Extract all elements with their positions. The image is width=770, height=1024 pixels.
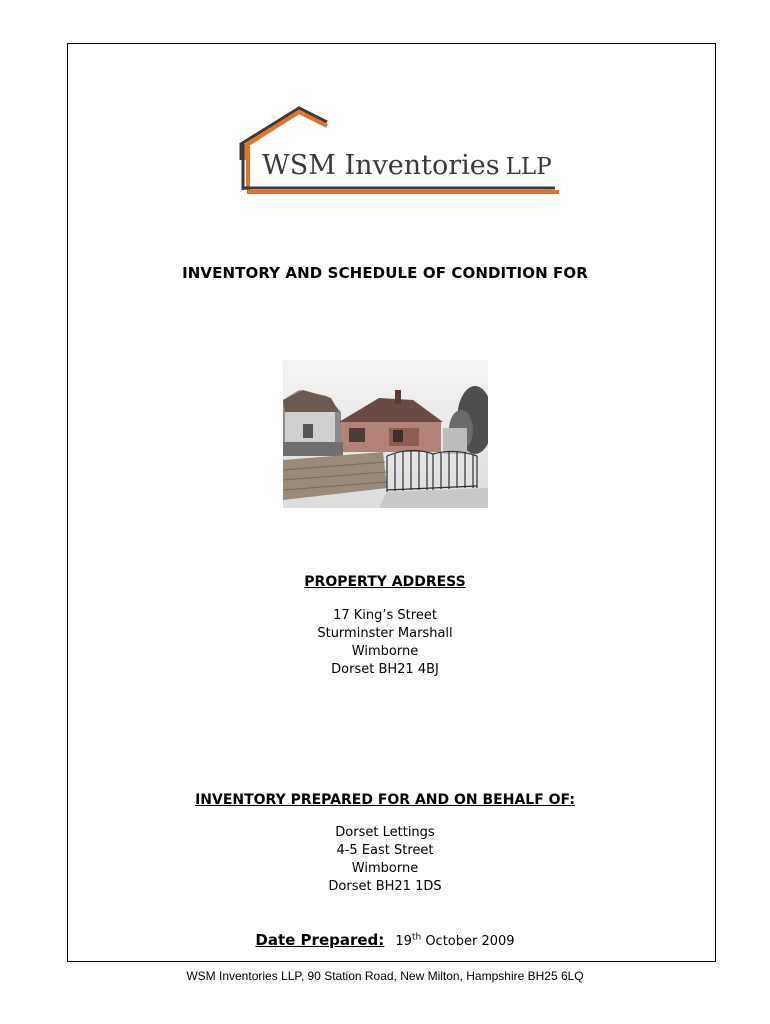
prepared-for-address bbox=[0, 824, 770, 896]
date-label: Date Prepared: bbox=[255, 931, 385, 949]
property-address-line: 17 King’s Street bbox=[333, 608, 437, 623]
document-title: INVENTORY AND SCHEDULE OF CONDITION FOR bbox=[182, 264, 588, 282]
logo-company-name: WSM Inventories bbox=[262, 150, 500, 181]
logo-wordmark bbox=[262, 150, 552, 181]
logo-suffix: LLP bbox=[505, 154, 552, 180]
prepared-for-line: Dorset Lettings bbox=[335, 825, 435, 840]
property-address-line: Sturminster Marshall bbox=[317, 626, 453, 641]
date-ordinal: th bbox=[411, 932, 422, 943]
date-rest: October 2009 bbox=[425, 934, 515, 949]
property-address-heading: PROPERTY ADDRESS bbox=[304, 574, 466, 590]
footer-address: WSM Inventories LLP, 90 Station Road, New Milton, Hampshire BH25 6LQ bbox=[186, 969, 584, 983]
property-address-line: Wimborne bbox=[351, 644, 419, 659]
date-value bbox=[395, 934, 514, 949]
prepared-for-line: Wimborne bbox=[351, 861, 419, 876]
property-address-line: Dorset BH21 4BJ bbox=[331, 662, 439, 677]
prepared-for-line: Dorset BH21 1DS bbox=[328, 879, 442, 894]
property-address bbox=[0, 607, 770, 679]
prepared-for-line: 4-5 East Street bbox=[336, 843, 434, 858]
date-prepared bbox=[0, 930, 770, 949]
prepared-for-heading: INVENTORY PREPARED FOR AND ON BEHALF OF: bbox=[195, 792, 575, 808]
house-photo-icon bbox=[283, 360, 488, 508]
date-day: 19 bbox=[395, 934, 412, 949]
